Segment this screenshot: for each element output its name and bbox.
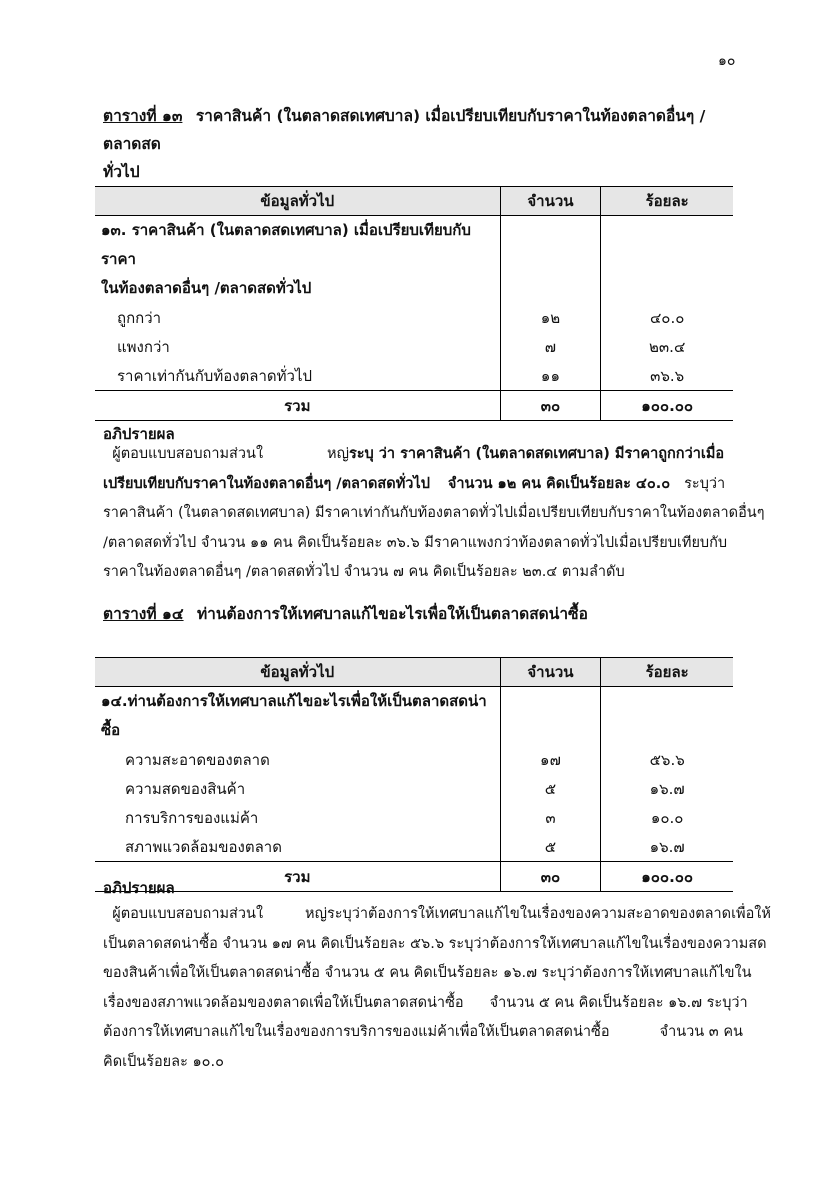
row-label: ราคาเท่ากันกับท้องตลาดทั่วไป bbox=[117, 366, 313, 385]
page-number: ๑๐ bbox=[718, 53, 736, 69]
table-14-header-info: ข้อมูลทั่วไป bbox=[95, 658, 500, 687]
text-segment: หญ่ระบุว่าต้องการให้เทศบาลแก้ไขในเรื่องของความสะอาดของตลาดเพื่อให้ bbox=[305, 906, 771, 922]
text-segment: เรื่องของสภาพแวดล้อมของตลาดเพื่อให้เป็นตลาดสดน่าซื้อ bbox=[103, 994, 464, 1011]
total-label: รวม bbox=[95, 862, 500, 892]
table-13-question-percent bbox=[601, 216, 733, 304]
table-13-caption-text: ราคาสินค้า (ในตลาดสดเทศบาล) เมื่อเปรียบเทียบกับราคาในท้องตลาดอื่นๆ /ตลาดสด bbox=[103, 107, 706, 153]
discussion-13-paragraph bbox=[103, 440, 765, 588]
paragraph-line: ของสินค้าเพื่อให้เป็นตลาดสดน่าซื้อ จำนวน ๕ คน คิดเป็นร้อยละ ๑๖.๗ ระบุว่าต้องการให้เทศบาลแก้ไขใน bbox=[103, 965, 752, 981]
table-13-question-line-2: ในท้องตลาดอื่นๆ /ตลาดสดทั่วไป bbox=[101, 279, 312, 297]
table-14-total-row bbox=[95, 862, 733, 892]
table-row bbox=[95, 803, 733, 832]
row-count: ๑๑ bbox=[500, 361, 601, 391]
row-label: ความสดของสินค้า bbox=[125, 779, 246, 798]
table-14-question: ๑๔.ท่านต้องการให้เทศบาลแก้ไขอะไรเพื่อให้เป็นตลาดสดน่าซื้อ bbox=[101, 692, 487, 739]
paragraph-line: เป็นตลาดสดน่าซื้อ จำนวน ๑๗ คน คิดเป็นร้อยละ ๕๖.๖ ระบุว่าต้องการให้เทศบาลแก้ไขในเรื่องของความสด bbox=[103, 935, 767, 952]
table-14-question-row bbox=[95, 687, 733, 746]
row-percent: ๕๖.๖ bbox=[601, 745, 733, 774]
row-percent: ๒๓.๔ bbox=[601, 332, 733, 361]
table-row bbox=[95, 303, 733, 332]
row-label: ถูกกว่า bbox=[117, 308, 162, 327]
table-13-question-count bbox=[500, 216, 601, 304]
text-segment: จำนวน ๕ คน คิดเป็นร้อยละ ๑๖.๗ ระบุว่า bbox=[489, 994, 748, 1011]
text-segment: จำนวน ๑๒ คน คิดเป็นร้อยละ ๔๐.๐ bbox=[447, 475, 671, 492]
table-14-caption bbox=[103, 600, 743, 628]
row-label: สภาพแวดล้อมของตลาด bbox=[125, 837, 282, 856]
table-14-header-percent: ร้อยละ bbox=[601, 658, 733, 687]
discussion-13-heading: อภิปรายผล bbox=[103, 425, 175, 443]
table-14 bbox=[95, 657, 733, 892]
table-14-header-count: จำนวน bbox=[500, 658, 601, 687]
table-13-header-percent: ร้อยละ bbox=[601, 187, 733, 216]
paragraph-line bbox=[103, 470, 743, 500]
table-row bbox=[95, 774, 733, 803]
table-14-question-percent bbox=[601, 687, 733, 746]
row-count: ๗ bbox=[500, 332, 601, 361]
paragraph-line: ราคาสินค้า (ในตลาดสดเทศบาล) มีราคาเท่ากันกับท้องตลาดทั่วไปเมื่อเปรียบเทียบกับราคาในท้องตลาดอื่นๆ bbox=[103, 505, 765, 521]
text-segment: เปรียบเทียบกับราคาในท้องตลาดอื่นๆ /ตลาดสดทั่วไป bbox=[103, 475, 430, 492]
row-percent: ๑๐.๐ bbox=[601, 803, 733, 832]
row-percent: ๑๖.๗ bbox=[601, 832, 733, 862]
table-row bbox=[95, 332, 733, 361]
total-percent: ๑๐๐.๐๐ bbox=[601, 862, 733, 892]
row-count: ๓ bbox=[500, 803, 601, 832]
row-label: การบริการของแม่ค้า bbox=[125, 808, 259, 827]
table-row bbox=[95, 361, 733, 391]
paragraph-line bbox=[103, 1018, 743, 1048]
table-14-caption-label: ตารางที่ ๑๔ bbox=[103, 605, 184, 623]
row-count: ๕ bbox=[500, 774, 601, 803]
table-13-header-info: ข้อมูลทั่วไป bbox=[95, 187, 500, 216]
text-segment: ระบุว่า bbox=[684, 475, 726, 492]
table-14-question-count bbox=[500, 687, 601, 746]
paragraph-line bbox=[103, 440, 743, 470]
total-percent: ๑๐๐.๐๐ bbox=[601, 391, 733, 421]
discussion-14-heading: อภิปรายผล bbox=[103, 879, 175, 897]
paragraph-line bbox=[103, 900, 771, 930]
text-segment: หญ่ bbox=[327, 446, 349, 462]
total-label: รวม bbox=[95, 391, 500, 421]
table-13-caption-label: ตารางที่ ๑๓ bbox=[103, 107, 183, 125]
text-segment: จำนวน ๓ คน bbox=[659, 1024, 743, 1040]
table-row bbox=[95, 745, 733, 774]
table-14-caption-text: ท่านต้องการให้เทศบาลแก้ไขอะไรเพื่อให้เป็นตลาดสดน่าซื้อ bbox=[196, 605, 588, 623]
table-14-header-row bbox=[95, 658, 733, 687]
row-percent: ๔๐.๐ bbox=[601, 303, 733, 332]
row-count: ๑๒ bbox=[500, 303, 601, 332]
table-13 bbox=[95, 186, 733, 421]
text-segment: ระบุ ว่า ราคาสินค้า (ในตลาดสดเทศบาล) มีราคาถูกกว่าเมื่อ bbox=[348, 446, 725, 462]
row-label: ความสะอาดของตลาด bbox=[125, 750, 270, 769]
paragraph-line: /ตลาดสดทั่วไป จำนวน ๑๑ คน คิดเป็นร้อยละ ๓๖.๖ มีราคาแพงกว่าท้องตลาดทั่วไปเมื่อเปรียบเทียบกับ bbox=[103, 534, 728, 551]
row-percent: ๑๖.๗ bbox=[601, 774, 733, 803]
table-13-caption bbox=[103, 102, 743, 186]
paragraph-line: คิดเป็นร้อยละ ๑๐.๐ bbox=[103, 1053, 224, 1070]
table-13-caption-text-2: ทั่วไป bbox=[103, 163, 140, 181]
total-count: ๓๐ bbox=[500, 391, 601, 421]
paragraph-line bbox=[103, 989, 748, 1019]
table-13-header-count: จำนวน bbox=[500, 187, 601, 216]
table-13-total-row bbox=[95, 391, 733, 421]
row-count: ๑๗ bbox=[500, 745, 601, 774]
paragraph-line: ราคาในท้องตลาดอื่นๆ /ตลาดสดทั่วไป จำนวน ๗ คน คิดเป็นร้อยละ ๒๓.๔ ตามลำดับ bbox=[103, 564, 625, 580]
discussion-14-paragraph bbox=[103, 900, 771, 1077]
table-13-question bbox=[95, 216, 500, 304]
text-segment: ผู้ตอบแบบสอบถามส่วนใ bbox=[112, 446, 264, 462]
total-count: ๓๐ bbox=[500, 862, 601, 892]
table-13-header-row bbox=[95, 187, 733, 216]
text-segment: ผู้ตอบแบบสอบถามส่วนใ bbox=[112, 906, 264, 922]
text-segment: ต้องการให้เทศบาลแก้ไขในเรื่องของการบริการของแม่ค้าเพื่อให้เป็นตลาดสดน่าซื้อ bbox=[103, 1024, 610, 1040]
row-label: แพงกว่า bbox=[117, 337, 170, 356]
table-13-question-row bbox=[95, 216, 733, 304]
table-13-question-line-1: ๑๓. ราคาสินค้า (ในตลาดสดเทศบาล) เมื่อเปรียบเทียบกับราคา bbox=[101, 221, 471, 268]
table-row bbox=[95, 832, 733, 862]
row-count: ๕ bbox=[500, 832, 601, 862]
row-percent: ๓๖.๖ bbox=[601, 361, 733, 391]
